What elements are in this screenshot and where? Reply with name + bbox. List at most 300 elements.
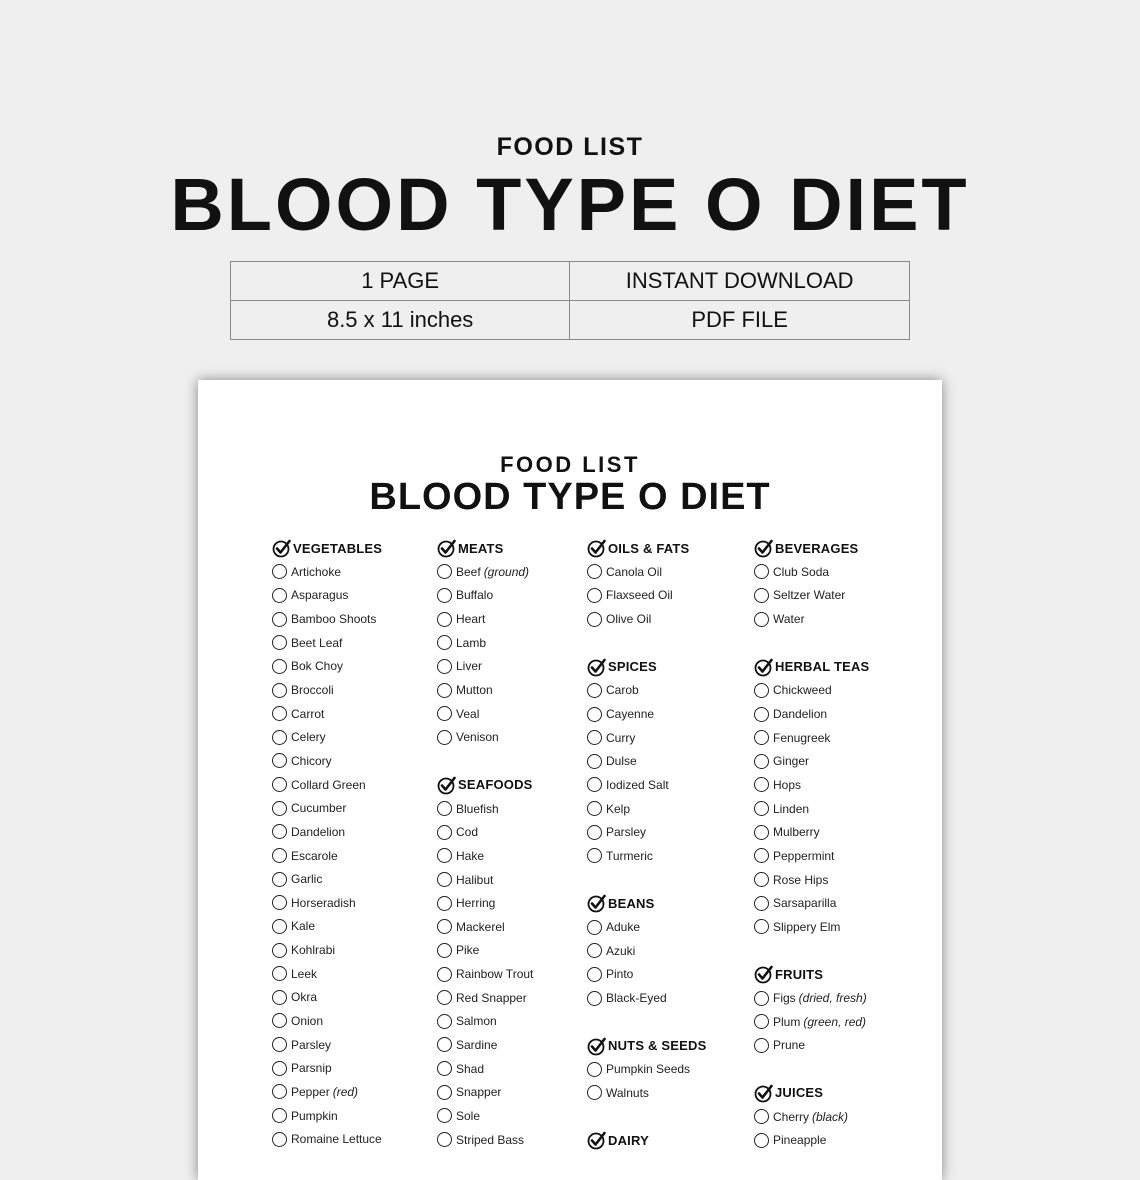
food-item[interactable] xyxy=(437,1080,533,1104)
food-item-name: Mackerel xyxy=(456,919,505,934)
checkbox-circle-icon[interactable] xyxy=(437,1037,452,1052)
checkbox-circle-icon[interactable] xyxy=(754,588,769,603)
food-item[interactable] xyxy=(437,1033,533,1057)
section-heading xyxy=(754,536,869,560)
food-item-name: Asparagus xyxy=(291,588,349,603)
section-heading xyxy=(587,536,706,560)
food-item-name: Pepper xyxy=(291,1084,330,1099)
food-item-name: Walnuts xyxy=(606,1085,649,1100)
food-item-name: Cherry xyxy=(773,1109,810,1124)
checkbox-circle-icon[interactable] xyxy=(754,612,769,627)
food-item-name: Seltzer Water xyxy=(773,588,846,603)
food-item[interactable] xyxy=(437,1010,533,1034)
checkbox-circle-icon[interactable] xyxy=(587,707,602,722)
checked-circle-icon xyxy=(754,657,774,677)
food-item-name: Lamb xyxy=(456,635,487,650)
food-item[interactable] xyxy=(754,1105,869,1129)
checkbox-circle-icon[interactable] xyxy=(587,825,602,840)
food-item[interactable] xyxy=(437,631,533,655)
checkbox-circle-icon[interactable] xyxy=(437,659,452,674)
food-item-name: Parsley xyxy=(291,1037,332,1052)
food-column-2 xyxy=(437,536,533,1151)
checked-circle-icon xyxy=(587,1036,607,1056)
checkbox-circle-icon[interactable] xyxy=(272,753,287,768)
checkbox-circle-icon[interactable] xyxy=(437,564,452,579)
section-vegetables xyxy=(272,536,382,1151)
food-item[interactable] xyxy=(272,820,382,844)
section-herbal-teas xyxy=(754,655,869,939)
food-item[interactable] xyxy=(437,915,533,939)
food-item[interactable] xyxy=(437,1057,533,1081)
section-heading xyxy=(437,536,533,560)
food-item[interactable] xyxy=(754,679,869,703)
food-item[interactable] xyxy=(587,560,706,584)
food-item[interactable] xyxy=(272,915,382,939)
checkbox-circle-icon[interactable] xyxy=(272,588,287,603)
food-item-name: Black-Eyed xyxy=(606,991,667,1006)
food-column-1 xyxy=(272,536,382,1151)
food-item[interactable] xyxy=(754,584,869,608)
food-item-name: Halibut xyxy=(456,872,494,887)
food-item-name: Water xyxy=(773,612,805,627)
food-item-name: Slippery Elm xyxy=(773,919,841,934)
food-item-name: Kale xyxy=(291,919,316,934)
section-juices xyxy=(754,1081,869,1152)
food-item-name: Hake xyxy=(456,848,485,863)
sheet-subtitle: FOOD LIST xyxy=(500,452,640,477)
checkbox-circle-icon[interactable] xyxy=(437,990,452,1005)
food-item[interactable] xyxy=(272,1104,382,1128)
food-item-name: Okra xyxy=(291,990,318,1005)
checked-circle-icon xyxy=(754,964,774,984)
food-item-name: Iodized Salt xyxy=(606,777,669,792)
food-item[interactable] xyxy=(272,1127,382,1151)
food-item[interactable] xyxy=(272,678,382,702)
food-item-name: Broccoli xyxy=(291,683,334,698)
section-heading xyxy=(587,1128,706,1152)
food-item[interactable] xyxy=(272,938,382,962)
food-item[interactable] xyxy=(272,655,382,679)
food-item-name: Venison xyxy=(456,730,499,745)
food-item[interactable] xyxy=(272,702,382,726)
checkbox-circle-icon[interactable] xyxy=(272,919,287,934)
food-item[interactable] xyxy=(587,1058,706,1082)
food-item[interactable] xyxy=(437,560,533,584)
checkbox-circle-icon[interactable] xyxy=(437,1085,452,1100)
food-item-name: Mulberry xyxy=(773,825,820,840)
checkbox-circle-icon[interactable] xyxy=(587,754,602,769)
section-title: BEVERAGES xyxy=(775,540,859,556)
checkbox-circle-icon[interactable] xyxy=(272,872,287,887)
section-heading xyxy=(754,962,869,986)
sheet-title: BLOOD TYPE O DIET xyxy=(369,476,771,518)
info-pages: 1 PAGE xyxy=(231,262,570,301)
checkbox-circle-icon[interactable] xyxy=(754,1133,769,1148)
checkbox-circle-icon[interactable] xyxy=(754,872,769,887)
food-item-name: Striped Bass xyxy=(456,1132,525,1147)
food-item[interactable] xyxy=(754,607,869,631)
food-item-name: Canola Oil xyxy=(606,564,663,579)
food-item-name: Onion xyxy=(291,1013,324,1028)
food-item-name: Salmon xyxy=(456,1014,497,1029)
food-item[interactable] xyxy=(587,679,706,703)
checkbox-circle-icon[interactable] xyxy=(272,683,287,698)
section-title: HERBAL TEAS xyxy=(775,659,870,675)
food-item[interactable] xyxy=(437,1104,533,1128)
food-item[interactable] xyxy=(272,1080,382,1104)
food-item[interactable] xyxy=(272,986,382,1010)
checkbox-circle-icon[interactable] xyxy=(587,967,602,982)
checkbox-circle-icon[interactable] xyxy=(437,683,452,698)
food-item-name: Pineapple xyxy=(773,1133,827,1148)
checkbox-circle-icon[interactable] xyxy=(754,919,769,934)
food-item[interactable] xyxy=(437,962,533,986)
checkbox-circle-icon[interactable] xyxy=(272,895,287,910)
food-item-name: Aduke xyxy=(606,920,641,935)
checkbox-circle-icon[interactable] xyxy=(754,754,769,769)
checkbox-circle-icon[interactable] xyxy=(272,777,287,792)
info-table xyxy=(230,261,910,340)
food-item[interactable] xyxy=(754,986,869,1010)
food-item[interactable] xyxy=(437,584,533,608)
checkbox-circle-icon[interactable] xyxy=(754,801,769,816)
food-item[interactable] xyxy=(754,797,869,821)
food-item[interactable] xyxy=(437,725,533,749)
food-item[interactable] xyxy=(587,607,706,631)
section-nuts-seeds xyxy=(587,1034,706,1105)
food-item-name: Figs xyxy=(773,991,796,1006)
food-item[interactable] xyxy=(587,986,706,1010)
food-item-name: Sardine xyxy=(456,1037,498,1052)
checkbox-circle-icon[interactable] xyxy=(272,848,287,863)
food-column-4 xyxy=(754,536,869,1152)
food-item[interactable] xyxy=(587,820,706,844)
food-item-name: Collard Green xyxy=(291,777,366,792)
checkbox-circle-icon[interactable] xyxy=(272,612,287,627)
checked-circle-icon xyxy=(587,538,607,558)
food-item-name: Cucumber xyxy=(291,801,347,816)
food-item[interactable] xyxy=(754,1128,869,1152)
checkbox-circle-icon[interactable] xyxy=(754,683,769,698)
checked-circle-icon xyxy=(754,1083,774,1103)
section-title: FRUITS xyxy=(775,966,824,982)
food-item[interactable] xyxy=(272,867,382,891)
checked-circle-icon xyxy=(437,538,457,558)
checkbox-circle-icon[interactable] xyxy=(272,966,287,981)
checkbox-circle-icon[interactable] xyxy=(437,1061,452,1076)
food-item[interactable] xyxy=(587,702,706,726)
checkbox-circle-icon[interactable] xyxy=(437,967,452,982)
food-item-name: Veal xyxy=(456,706,480,721)
checkbox-circle-icon[interactable] xyxy=(587,943,602,958)
food-item[interactable] xyxy=(437,868,533,892)
food-item-name: Dandelion xyxy=(291,824,346,839)
food-item[interactable] xyxy=(272,725,382,749)
food-item-name: Dulse xyxy=(606,754,637,769)
food-item-name: Chicory xyxy=(291,753,332,768)
food-item-name: Turmeric xyxy=(606,848,653,863)
checkbox-circle-icon[interactable] xyxy=(754,730,769,745)
food-item[interactable] xyxy=(754,868,869,892)
food-item-name: Prune xyxy=(773,1038,806,1053)
food-item[interactable] xyxy=(754,560,869,584)
checkbox-circle-icon[interactable] xyxy=(272,943,287,958)
checkbox-circle-icon[interactable] xyxy=(437,848,452,863)
checkbox-circle-icon[interactable] xyxy=(272,659,287,674)
section-heading xyxy=(587,655,706,679)
section-dairy xyxy=(587,1128,706,1152)
food-item-name: Club Soda xyxy=(773,564,830,579)
food-item-note: (ground) xyxy=(483,564,530,579)
checkbox-circle-icon[interactable] xyxy=(754,1038,769,1053)
checkbox-circle-icon[interactable] xyxy=(754,825,769,840)
food-item-name: Bok Choy xyxy=(291,659,344,674)
food-item-name: Dandelion xyxy=(773,707,828,722)
food-item[interactable] xyxy=(437,607,533,631)
checkbox-circle-icon[interactable] xyxy=(437,706,452,721)
checkbox-circle-icon[interactable] xyxy=(437,801,452,816)
food-item[interactable] xyxy=(754,844,869,868)
checkbox-circle-icon[interactable] xyxy=(587,612,602,627)
checkbox-circle-icon[interactable] xyxy=(272,1037,287,1052)
header-title: BLOOD TYPE O DIET xyxy=(170,163,970,246)
food-item-name: Parsley xyxy=(606,825,647,840)
checkbox-circle-icon[interactable] xyxy=(272,1108,287,1123)
food-item[interactable] xyxy=(754,820,869,844)
food-item[interactable] xyxy=(272,584,382,608)
section-meats xyxy=(437,536,533,749)
section-title: MEATS xyxy=(458,540,504,556)
section-heading xyxy=(754,655,869,679)
food-item-name: Fenugreek xyxy=(773,730,831,745)
checkbox-circle-icon[interactable] xyxy=(754,777,769,792)
section-heading xyxy=(587,1034,706,1058)
checkbox-circle-icon[interactable] xyxy=(272,1132,287,1147)
food-item[interactable] xyxy=(587,726,706,750)
food-item-name: Artichoke xyxy=(291,564,342,579)
checkbox-circle-icon[interactable] xyxy=(587,730,602,745)
food-item-name: Herring xyxy=(456,896,496,911)
food-item-name: Olive Oil xyxy=(606,612,652,627)
section-spices xyxy=(587,655,706,868)
checkbox-circle-icon[interactable] xyxy=(272,635,287,650)
checkbox-circle-icon[interactable] xyxy=(437,730,452,745)
food-item-name: Sole xyxy=(456,1108,481,1123)
food-item[interactable] xyxy=(754,702,869,726)
food-item[interactable] xyxy=(754,773,869,797)
food-item-name: Mutton xyxy=(456,683,493,698)
checkbox-circle-icon[interactable] xyxy=(437,1108,452,1123)
food-item-name: Cayenne xyxy=(606,707,655,722)
checkbox-circle-icon[interactable] xyxy=(437,872,452,887)
food-item[interactable] xyxy=(272,796,382,820)
food-item[interactable] xyxy=(587,939,706,963)
food-item-name: Azuki xyxy=(606,943,636,958)
checkbox-circle-icon[interactable] xyxy=(754,564,769,579)
food-item[interactable] xyxy=(272,891,382,915)
food-item-name: Buffalo xyxy=(456,588,494,603)
food-item[interactable] xyxy=(437,702,533,726)
food-item-name: Kohlrabi xyxy=(291,943,336,958)
food-item[interactable] xyxy=(754,891,869,915)
food-item-name: Pinto xyxy=(606,967,634,982)
checkbox-circle-icon[interactable] xyxy=(587,588,602,603)
checkbox-circle-icon[interactable] xyxy=(272,824,287,839)
checkbox-circle-icon[interactable] xyxy=(272,1013,287,1028)
food-item-name: Horseradish xyxy=(291,895,356,910)
checkbox-circle-icon[interactable] xyxy=(587,920,602,935)
food-item[interactable] xyxy=(587,915,706,939)
food-item-name: Red Snapper xyxy=(456,990,527,1005)
checkbox-circle-icon[interactable] xyxy=(754,848,769,863)
section-title: SEAFOODS xyxy=(458,777,533,793)
food-item[interactable] xyxy=(587,797,706,821)
food-item-name: Kelp xyxy=(606,801,631,816)
checkbox-circle-icon[interactable] xyxy=(587,777,602,792)
section-title: OILS & FATS xyxy=(608,540,690,556)
food-item-name: Parsnip xyxy=(291,1061,332,1076)
food-item-note: (red) xyxy=(332,1084,359,1099)
food-item[interactable] xyxy=(272,631,382,655)
food-item-name: Beet Leaf xyxy=(291,635,343,650)
section-beverages xyxy=(754,536,869,631)
food-item[interactable] xyxy=(754,749,869,773)
checked-circle-icon xyxy=(587,657,607,677)
section-heading xyxy=(587,891,706,915)
checkbox-circle-icon[interactable] xyxy=(437,919,452,934)
section-heading xyxy=(272,536,382,560)
checkbox-circle-icon[interactable] xyxy=(437,943,452,958)
food-item[interactable] xyxy=(272,749,382,773)
checkbox-circle-icon[interactable] xyxy=(272,730,287,745)
section-oils-fats xyxy=(587,536,706,631)
checkbox-circle-icon[interactable] xyxy=(272,990,287,1005)
checkbox-circle-icon[interactable] xyxy=(587,683,602,698)
food-item-name: Garlic xyxy=(291,872,323,887)
food-item[interactable] xyxy=(272,962,382,986)
food-item[interactable] xyxy=(587,749,706,773)
food-item-name: Beef xyxy=(456,564,481,579)
checkbox-circle-icon[interactable] xyxy=(437,1014,452,1029)
info-format: PDF FILE xyxy=(570,301,910,340)
checkbox-circle-icon[interactable] xyxy=(272,564,287,579)
food-item-name: Escarole xyxy=(291,848,338,863)
info-download: INSTANT DOWNLOAD xyxy=(570,262,910,301)
checkbox-circle-icon[interactable] xyxy=(272,706,287,721)
checkbox-circle-icon[interactable] xyxy=(272,801,287,816)
food-item-name: Plum xyxy=(773,1014,801,1029)
checkbox-circle-icon[interactable] xyxy=(437,896,452,911)
section-title: VEGETABLES xyxy=(293,540,383,556)
food-item-name: Ginger xyxy=(773,754,810,769)
section-title: DAIRY xyxy=(608,1132,649,1148)
food-item[interactable] xyxy=(437,655,533,679)
checkbox-circle-icon[interactable] xyxy=(754,991,769,1006)
section-seafoods xyxy=(437,773,533,1152)
checkbox-circle-icon[interactable] xyxy=(587,564,602,579)
food-item-name: Pumpkin xyxy=(291,1108,338,1123)
section-beans xyxy=(587,891,706,1010)
section-fruits xyxy=(754,962,869,1057)
food-item-name: Heart xyxy=(456,612,486,627)
food-item-name: Sarsaparilla xyxy=(773,896,837,911)
food-item-note: (black) xyxy=(812,1109,849,1124)
food-item[interactable] xyxy=(437,844,533,868)
food-item-name: Bamboo Shoots xyxy=(291,612,377,627)
food-item[interactable] xyxy=(587,963,706,987)
food-item-name: Pike xyxy=(456,943,480,958)
checkbox-circle-icon[interactable] xyxy=(754,896,769,911)
section-heading xyxy=(437,773,533,797)
food-item-name: Hops xyxy=(773,777,802,792)
food-item-name: Curry xyxy=(606,730,636,745)
info-size: 8.5 x 11 inches xyxy=(231,301,570,340)
checkbox-circle-icon[interactable] xyxy=(437,635,452,650)
food-item[interactable] xyxy=(272,1056,382,1080)
food-item[interactable] xyxy=(437,939,533,963)
section-title: SPICES xyxy=(608,659,657,675)
food-column-3 xyxy=(587,536,706,1152)
food-item[interactable] xyxy=(272,607,382,631)
food-item[interactable] xyxy=(437,986,533,1010)
checkbox-circle-icon[interactable] xyxy=(754,707,769,722)
food-item[interactable] xyxy=(272,773,382,797)
food-item-name: Flaxseed Oil xyxy=(606,588,673,603)
food-item-name: Snapper xyxy=(456,1085,502,1100)
checkbox-circle-icon[interactable] xyxy=(437,825,452,840)
food-item-name: Peppermint xyxy=(773,848,835,863)
checkbox-circle-icon[interactable] xyxy=(437,588,452,603)
food-item[interactable] xyxy=(587,844,706,868)
checkbox-circle-icon[interactable] xyxy=(437,612,452,627)
food-item[interactable] xyxy=(754,1034,869,1058)
checkbox-circle-icon[interactable] xyxy=(587,1062,602,1077)
food-item-name: Shad xyxy=(456,1061,485,1076)
food-item[interactable] xyxy=(587,773,706,797)
food-item[interactable] xyxy=(587,1081,706,1105)
food-item[interactable] xyxy=(437,891,533,915)
checkbox-circle-icon[interactable] xyxy=(587,991,602,1006)
food-item-name: Rose Hips xyxy=(773,872,829,887)
checkbox-circle-icon[interactable] xyxy=(272,1061,287,1076)
food-item-note: (green, red) xyxy=(803,1014,867,1029)
food-item[interactable] xyxy=(754,1010,869,1034)
info-row xyxy=(231,262,910,301)
food-item[interactable] xyxy=(587,584,706,608)
checked-circle-icon xyxy=(437,775,457,795)
food-item-name: Bluefish xyxy=(456,801,499,816)
food-item-name: Linden xyxy=(773,801,810,816)
section-title: BEANS xyxy=(608,895,655,911)
food-item[interactable] xyxy=(754,915,869,939)
food-item[interactable] xyxy=(437,820,533,844)
checkbox-circle-icon[interactable] xyxy=(587,848,602,863)
checkbox-circle-icon[interactable] xyxy=(587,801,602,816)
checkbox-circle-icon[interactable] xyxy=(587,1085,602,1100)
food-item[interactable] xyxy=(272,844,382,868)
food-item-name: Liver xyxy=(456,659,483,674)
checkbox-circle-icon[interactable] xyxy=(754,1109,769,1124)
food-item[interactable] xyxy=(272,1009,382,1033)
checked-circle-icon xyxy=(272,538,292,558)
food-item[interactable] xyxy=(754,726,869,750)
checkbox-circle-icon[interactable] xyxy=(754,1014,769,1029)
food-item[interactable] xyxy=(272,560,382,584)
food-item[interactable] xyxy=(437,678,533,702)
food-item[interactable] xyxy=(437,797,533,821)
food-item[interactable] xyxy=(272,1033,382,1057)
checkbox-circle-icon[interactable] xyxy=(272,1084,287,1099)
